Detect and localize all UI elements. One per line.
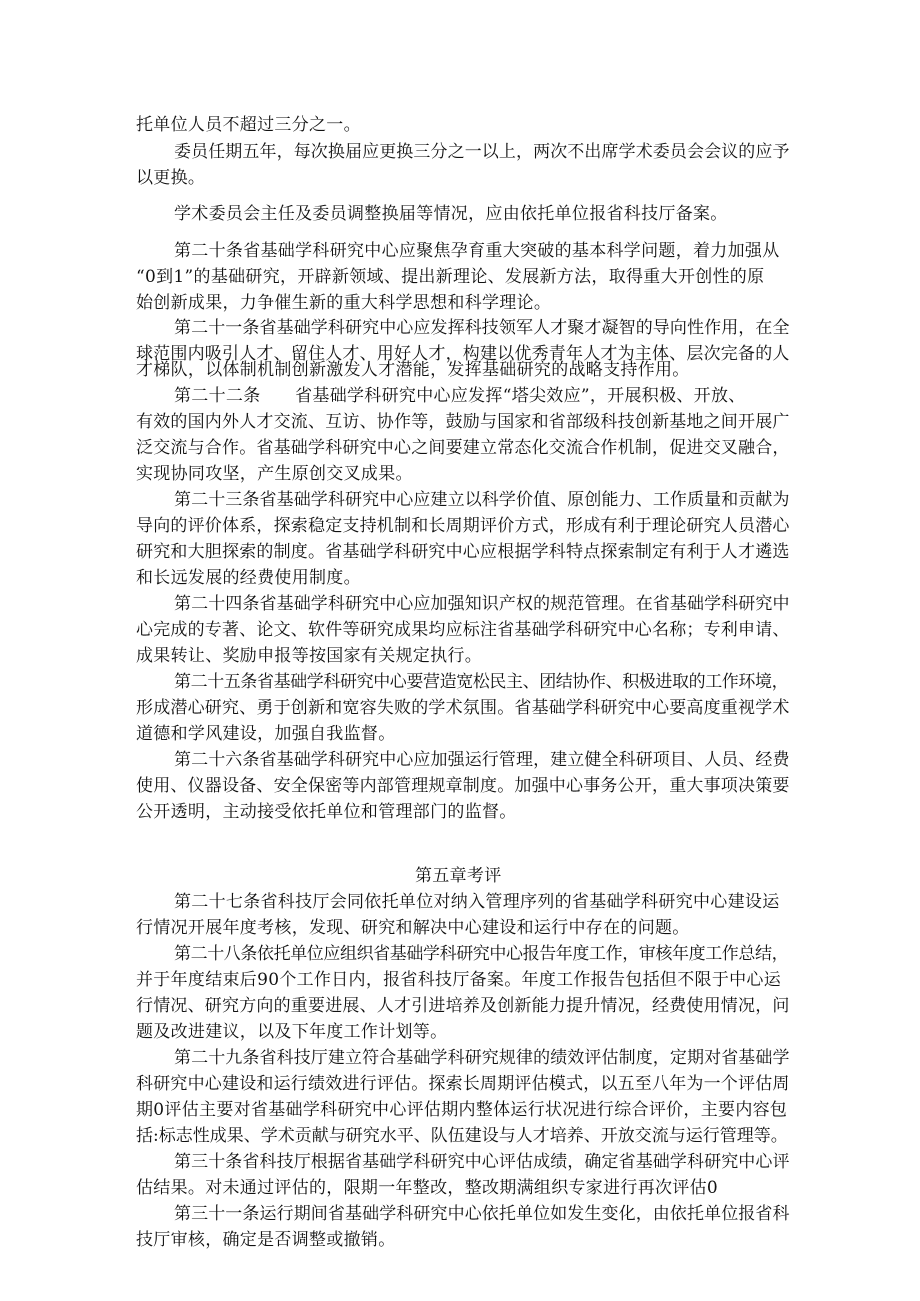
text-line: 第二十一条省基础学科研究中心应发挥科技领军人才聚才凝智的导向性作用，在全 [174, 318, 790, 338]
text-line: 科研究中心建设和运行绩效进行评估。探索长周期评估模式，以五至八年为一个评估周 [136, 1074, 790, 1094]
text-line: 形成潜心研究、勇于创新和宽容失败的学术氛围。省基础学科研究中心要高度重视学术 [136, 698, 790, 718]
text-line: 球范围内吸引人才、留住人才、用好人才，构建以优秀青年人才为主体、层次完备的人 [136, 344, 790, 364]
text-line: 第三十条省科技厅根据省基础学科研究中心评估成绩，确定省基础学科研究中心评 [174, 1152, 790, 1172]
text-line: 第二十条省基础学科研究中心应聚焦孕育重大突破的基本科学问题，着力加强从 [174, 241, 780, 261]
text-line: 委员任期五年，每次换届应更换三分之一以上，两次不出席学术委员会会议的应予 [174, 142, 790, 162]
text-line: 以更换。 [136, 168, 206, 188]
text-line: 研究和大胆探索的制度。省基础学科研究中心应根据学科特点探索制定有利于人才遴选 [136, 542, 790, 562]
text-line: 技厅审核，确定是否调整或撤销。 [136, 1230, 396, 1250]
text-line: 始创新成果，力争催生新的重大科学思想和科学理论。 [136, 293, 552, 313]
text-line: 和长远发展的经费使用制度。 [136, 568, 361, 588]
text-line: 第二十六条省基础学科研究中心应加强运行管理，建立健全科研项目、人员、经费 [174, 750, 790, 770]
text-line: 估结果。对未通过评估的，限期一年整改，整改期满组织专家进行再次评估0 [136, 1178, 719, 1198]
text-line: 第二十五条省基础学科研究中心要营造宽松民主、团结协作、积极进取的工作环境， [174, 672, 789, 692]
text-line: 第三十一条运行期间省基础学科研究中心依托单位如发生变化，由依托单位报省科 [174, 1204, 790, 1224]
text-line: 才梯队，以体制机制创新激发人才潜能，发挥基础研究的战略支持作用。 [136, 360, 690, 380]
text-line: 第二十八条依托单位应组织省基础学科研究中心报告年度工作，审核年度工作总结， [174, 944, 789, 964]
text-line: 托单位人员不超过三分之一。 [136, 115, 361, 135]
text-line: 题及改进建议，以及下年度工作计划等。 [136, 1022, 448, 1042]
text-line: 泛交流与合作。省基础学科研究中心之间要建立常态化交流合作机制，促进交叉融合， [136, 438, 790, 458]
text-line: 行情况开展年度考核，发现、研究和解决中心建设和运行中存在的问题。 [136, 918, 690, 938]
text-line: 心完成的专著、论文、软件等研究成果均应标注省基础学科研究中心名称；专利申请、 [136, 620, 790, 640]
text-line: 括:标志性成果、学术贡献与研究水平、队伍建设与人才培养、开放交流与运行管理等。 [136, 1126, 788, 1146]
text-line: 第二十四条省基础学科研究中心应加强知识产权的规范管理。在省基础学科研究中 [174, 594, 790, 614]
text-line: 第二十七条省科技厅会同依托单位对纳入管理序列的省基础学科研究中心建设运 [174, 892, 780, 912]
text-line: 道德和学风建设，加强自我监督。 [136, 724, 396, 744]
text-line: 学术委员会主任及委员调整换届等情况，应由依托单位报省科技厅备案。 [174, 204, 728, 224]
text-line: 第二十二条 省基础学科研究中心应发挥“塔尖效应”，开展积极、开放、 [174, 386, 746, 406]
text-line: 有效的国内外人才交流、互访、协作等，鼓励与国家和省部级科技创新基地之间开展广 [136, 412, 790, 432]
text-line: 期0评估主要对省基础学科研究中心评估期内整体运行状况进行综合评价，主要内容包 [136, 1100, 788, 1120]
text-line: 成果转让、奖励申报等按国家有关规定执行。 [136, 646, 482, 666]
text-line: 行情况、研究方向的重要进展、人才引进培养及创新能力提升情况，经费使用情况，问 [136, 996, 790, 1016]
text-line: 第二十三条省基础学科研究中心应建立以科学价值、原创能力、工作质量和贡献为 [174, 490, 790, 510]
text-line: 实现协同攻坚，产生原创交叉成果。 [136, 464, 413, 484]
text-line: 使用、仪器设备、安全保密等内部管理规章制度。加强中心事务公开，重大事项决策要 [136, 776, 790, 796]
text-line: 公开透明，主动接受依托单位和管理部门的监督。 [136, 802, 517, 822]
chapter-heading: 第五章考评 [415, 866, 502, 886]
text-line: “0到1”的基础研究，开辟新领域、提出新理论、发展新方法，取得重大开创性的原 [136, 267, 765, 287]
text-line: 并于年度结束后90个工作日内，报省科技厅备案。年度工作报告包括但不限于中心运 [136, 970, 782, 990]
text-line: 第二十九条省科技厅建立符合基础学科研究规律的绩效评估制度，定期对省基础学 [174, 1048, 790, 1068]
text-line: 导向的评价体系，探索稳定支持机制和长周期评价方式，形成有利于理论研究人员潜心 [136, 516, 790, 536]
